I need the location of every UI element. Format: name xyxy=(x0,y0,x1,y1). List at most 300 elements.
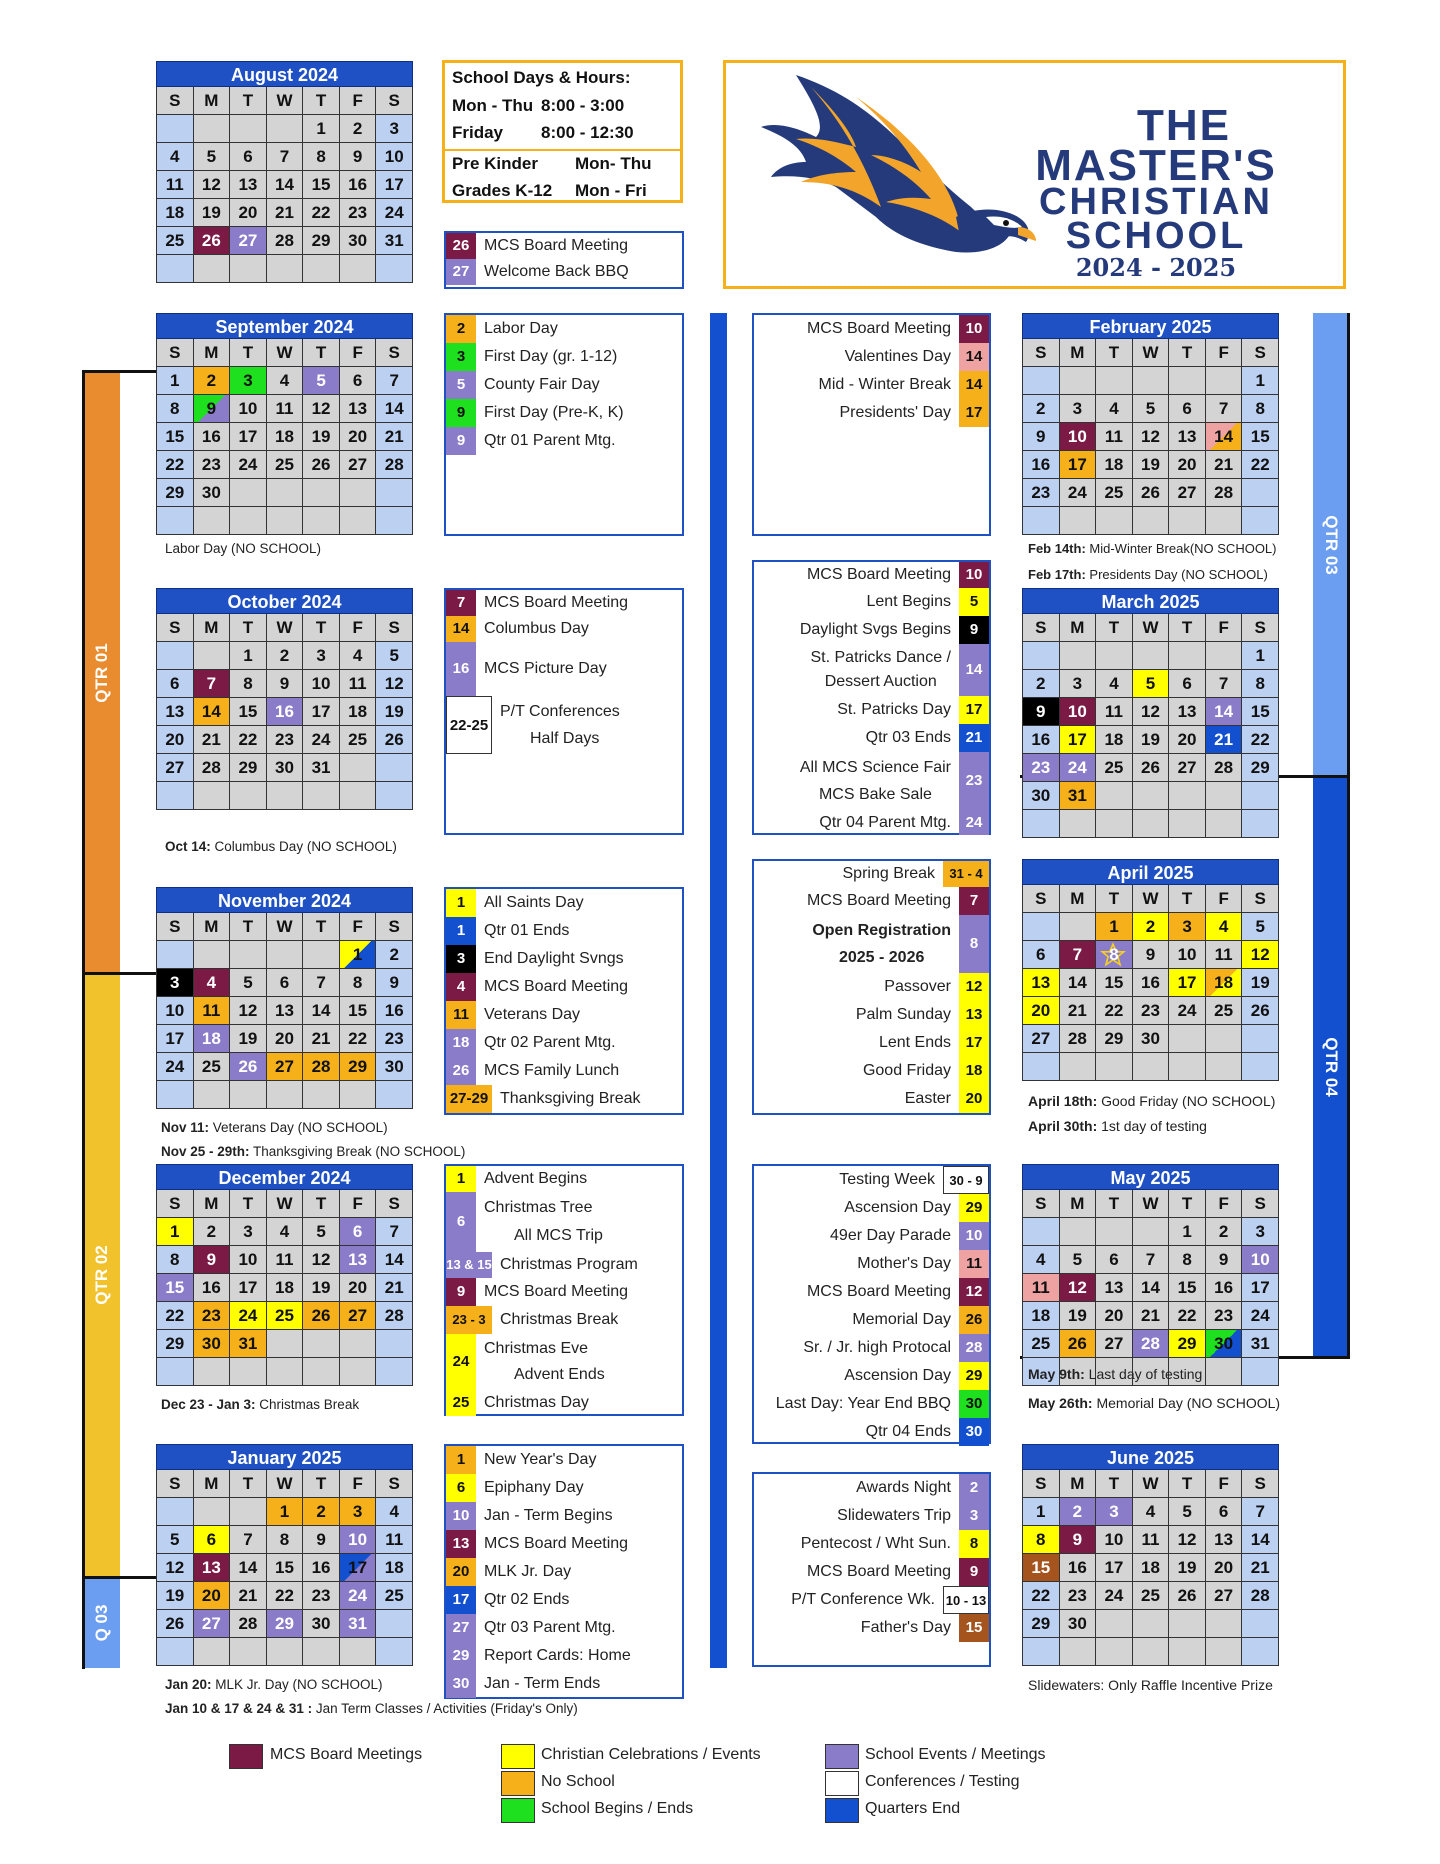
events-december xyxy=(444,1164,684,1416)
event-date-chip: 1 xyxy=(446,889,476,917)
day-header: S xyxy=(157,614,194,642)
day-header: F xyxy=(340,1190,377,1218)
calendar-empty-day xyxy=(1133,1610,1170,1638)
calendar-day: 12 xyxy=(303,395,340,423)
event-label: Qtr 04 Ends xyxy=(865,1423,951,1440)
calendar-day: 4 xyxy=(194,969,231,997)
event-label-line2: Advent Ends xyxy=(514,1366,605,1383)
calendar-day: 29 xyxy=(1169,1330,1206,1358)
day-header: F xyxy=(1206,885,1243,913)
calendar-empty-day xyxy=(267,941,304,969)
calendar-day: 31 xyxy=(1242,1330,1279,1358)
event-label: Qtr 03 Parent Mtg. xyxy=(484,1619,616,1636)
calendar-empty-day xyxy=(1242,1358,1279,1386)
day-header: W xyxy=(1133,614,1170,642)
prek-label: Pre Kinder xyxy=(452,154,538,173)
calendar-empty-day xyxy=(194,115,231,143)
note-april-1: April 18th: Good Friday (NO SCHOOL) xyxy=(1028,1093,1276,1109)
calendar-day: 9 xyxy=(1206,1246,1243,1274)
calendar-empty-day xyxy=(157,1081,194,1109)
calendar-day: 12 xyxy=(157,1554,194,1582)
calendar-empty-day xyxy=(1133,1053,1170,1081)
calendar-empty-day xyxy=(157,1498,194,1526)
calendar-title: December 2024 xyxy=(156,1164,413,1190)
calendar-day: 30 xyxy=(1133,1025,1170,1053)
calendar-day: 24 xyxy=(1242,1302,1279,1330)
calendar-day: 25 xyxy=(1023,1330,1060,1358)
calendar-day: 1 xyxy=(303,115,340,143)
calendar-day: 9 xyxy=(194,1246,231,1274)
day-header: M xyxy=(194,1470,231,1498)
event-label xyxy=(800,754,951,808)
calendar-day: 11 xyxy=(267,1246,304,1274)
legend-noschool: No School xyxy=(541,1773,615,1790)
calendar-day: 22 xyxy=(303,199,340,227)
quarter-label-02: QTR 02 xyxy=(92,1245,111,1305)
day-header: T xyxy=(1096,885,1133,913)
calendar-grid xyxy=(1022,614,1279,838)
event-label-line1: All MCS Science Fair xyxy=(799,759,951,776)
calendar-day: 11 xyxy=(340,670,377,698)
calendar-day: 15 xyxy=(1242,698,1279,726)
event-label-line2: Dessert Auction xyxy=(824,673,937,690)
calendar-day: 10 xyxy=(1242,1246,1279,1274)
calendar-empty-day xyxy=(194,1358,231,1386)
calendar-day: 24 xyxy=(1060,754,1097,782)
calendar-day: 18 xyxy=(376,1554,413,1582)
calendar-day: 21 xyxy=(1133,1302,1170,1330)
hours-mon-thu-label: Mon - Thu xyxy=(452,96,534,115)
day-header: M xyxy=(194,87,231,115)
day-header: W xyxy=(267,913,304,941)
day-header: T xyxy=(230,87,267,115)
calendar-title: February 2025 xyxy=(1022,313,1279,339)
calendar-day: 15 xyxy=(267,1554,304,1582)
calendar-day: 4 xyxy=(1206,913,1243,941)
calendar-empty-day xyxy=(267,255,304,283)
calendar-day: 5 xyxy=(1169,1498,1206,1526)
calendar-day: 8 xyxy=(1169,1246,1206,1274)
events-february xyxy=(752,313,991,536)
event-label: MLK Jr. Day xyxy=(484,1563,572,1580)
event-label: MCS Board Meeting xyxy=(484,978,629,995)
note-october: Oct 14: Columbus Day (NO SCHOOL) xyxy=(165,839,397,854)
day-header: W xyxy=(1133,885,1170,913)
day-header: S xyxy=(376,1190,413,1218)
event-label: All Saints Day xyxy=(484,894,584,911)
calendar-day: 21 xyxy=(376,1274,413,1302)
calendar-empty-day xyxy=(1023,1218,1060,1246)
event-label: Spring Break xyxy=(842,865,935,882)
event-date-chip: 10 xyxy=(446,1502,476,1530)
calendar-day: 14 xyxy=(230,1554,267,1582)
calendar-grid xyxy=(156,614,413,810)
legend-events: School Events / Meetings xyxy=(865,1746,1046,1763)
legend-board: MCS Board Meetings xyxy=(270,1746,423,1763)
legend-swatch-noschool xyxy=(501,1771,535,1796)
calendar-day: 18 xyxy=(1206,969,1243,997)
calendar-day: 14 xyxy=(267,171,304,199)
calendar-day: 7 xyxy=(230,1526,267,1554)
day-header: T xyxy=(1169,614,1206,642)
event-label: MCS Board Meeting xyxy=(484,237,629,254)
calendar-day: 13 xyxy=(194,1554,231,1582)
note-november-1: Nov 11: Veterans Day (NO SCHOOL) xyxy=(161,1120,388,1135)
calendar-day: 20 xyxy=(1023,997,1060,1025)
calendar-empty-day xyxy=(376,1610,413,1638)
event-label: Qtr 01 Parent Mtg. xyxy=(484,432,616,449)
calendar-empty-day xyxy=(1169,367,1206,395)
day-header: T xyxy=(1096,1470,1133,1498)
calendar-empty-day xyxy=(1206,1358,1243,1386)
calendar-title: April 2025 xyxy=(1022,859,1279,885)
event-label: MCS Board Meeting xyxy=(806,1563,951,1580)
event-label: Welcome Back BBQ xyxy=(484,263,629,280)
day-header: S xyxy=(376,614,413,642)
calendar-day: 27 xyxy=(1206,1582,1243,1610)
calendar-empty-day xyxy=(340,479,377,507)
day-header: S xyxy=(1242,339,1279,367)
event-label: MCS Board Meeting xyxy=(484,1283,629,1300)
calendar-day: 27 xyxy=(1169,479,1206,507)
calendar-day: 4 xyxy=(1023,1246,1060,1274)
calendar-march-2025 xyxy=(1022,588,1279,838)
calendar-day: 13 xyxy=(340,395,377,423)
calendar-day: 24 xyxy=(157,1053,194,1081)
event-label: Valentines Day xyxy=(844,348,951,365)
calendar-empty-day xyxy=(157,642,194,670)
event-date-chip: 16 xyxy=(446,642,476,696)
calendar-day: 15 xyxy=(303,171,340,199)
day-header: F xyxy=(1206,1190,1243,1218)
calendar-day: 17 xyxy=(157,1025,194,1053)
event-date-chip: 18 xyxy=(446,1029,476,1057)
calendar-title: September 2024 xyxy=(156,313,413,339)
calendar-empty-day xyxy=(230,115,267,143)
calendar-day: 15 xyxy=(157,1274,194,1302)
event-date-chip: 17 xyxy=(959,399,989,427)
calendar-day: 30 xyxy=(267,754,304,782)
calendar-day: 5 xyxy=(1060,1246,1097,1274)
calendar-day: 21 xyxy=(1242,1554,1279,1582)
event-date-chip: 29 xyxy=(446,1642,476,1670)
event-label: End Daylight Svngs xyxy=(484,950,624,967)
calendar-day: 4 xyxy=(157,143,194,171)
calendar-day: 1 xyxy=(340,941,377,969)
day-header: M xyxy=(1060,339,1097,367)
day-header: S xyxy=(1242,1190,1279,1218)
calendar-day: 13 xyxy=(1096,1274,1133,1302)
calendar-day: 17 xyxy=(1242,1274,1279,1302)
calendar-day: 7 xyxy=(1133,1246,1170,1274)
quarter-bar-04-right xyxy=(1313,776,1349,1357)
calendar-day: 22 xyxy=(230,726,267,754)
calendar-day: 30 xyxy=(340,227,377,255)
calendar-day: 10 xyxy=(1169,941,1206,969)
day-header: F xyxy=(340,614,377,642)
calendar-empty-day xyxy=(157,941,194,969)
event-date-chip: 17 xyxy=(959,1029,989,1057)
calendar-day: 6 xyxy=(1206,1498,1243,1526)
day-header: S xyxy=(376,87,413,115)
calendar-empty-day xyxy=(1133,367,1170,395)
calendar-day: 5 xyxy=(1133,670,1170,698)
calendar-day: 18 xyxy=(1133,1554,1170,1582)
calendar-day: 28 xyxy=(1242,1582,1279,1610)
event-label: MCS Board Meeting xyxy=(484,594,629,611)
day-header: S xyxy=(157,1190,194,1218)
calendar-day: 2 xyxy=(303,1498,340,1526)
calendar-day: 15 xyxy=(230,698,267,726)
school-hours-box xyxy=(442,60,683,203)
calendar-day: 23 xyxy=(303,1582,340,1610)
calendar-empty-day xyxy=(1060,507,1097,535)
calendar-empty-day xyxy=(230,255,267,283)
event-label xyxy=(484,1194,603,1250)
calendar-day: 9 xyxy=(1023,698,1060,726)
calendar-empty-day xyxy=(376,255,413,283)
calendar-empty-day xyxy=(1096,782,1133,810)
quarter-label-03-right: QTR 03 xyxy=(1322,514,1341,575)
calendar-day: 18 xyxy=(1096,451,1133,479)
calendar-day: 19 xyxy=(303,1274,340,1302)
calendar-day: 24 xyxy=(230,451,267,479)
calendar-day: 12 xyxy=(303,1246,340,1274)
calendar-september-2024 xyxy=(156,313,413,535)
calendar-day: 28 xyxy=(1206,479,1243,507)
calendar-day: 19 xyxy=(1060,1302,1097,1330)
event-label: 49er Day Parade xyxy=(830,1227,951,1244)
calendar-day: 20 xyxy=(230,199,267,227)
calendar-day: 28 xyxy=(267,227,304,255)
calendar-day: 21 xyxy=(267,199,304,227)
calendar-day: 5 xyxy=(194,143,231,171)
calendar-day: 24 xyxy=(303,726,340,754)
calendar-empty-day xyxy=(1096,642,1133,670)
calendar-day: 23 xyxy=(1133,997,1170,1025)
day-header: S xyxy=(1242,614,1279,642)
event-label: Qtr 03 Ends xyxy=(865,729,951,746)
calendar-empty-day xyxy=(1060,642,1097,670)
event-date-chip: 27 xyxy=(446,259,476,285)
calendar-empty-day xyxy=(267,479,304,507)
calendar-title: January 2025 xyxy=(156,1444,413,1470)
calendar-day: 8 xyxy=(1242,670,1279,698)
prek-value: Mon- Thu xyxy=(575,154,652,173)
hours-divider xyxy=(445,149,680,151)
calendar-day: 14 xyxy=(1242,1526,1279,1554)
calendar-empty-day xyxy=(1242,1638,1279,1666)
event-label xyxy=(484,1336,605,1388)
calendar-empty-day xyxy=(1133,507,1170,535)
event-date-chip: 9 xyxy=(959,1558,989,1586)
middle-quarter-bar xyxy=(710,313,727,1668)
calendar-day: 5 xyxy=(157,1526,194,1554)
day-header: S xyxy=(376,913,413,941)
calendar-empty-day xyxy=(376,1330,413,1358)
calendar-day: 28 xyxy=(376,1302,413,1330)
calendar-empty-day xyxy=(376,1081,413,1109)
calendar-day: 31 xyxy=(1060,782,1097,810)
calendar-day: 29 xyxy=(1242,754,1279,782)
day-header: T xyxy=(230,614,267,642)
event-label: First Day (Pre-K, K) xyxy=(484,404,624,421)
event-date-chip: 13 xyxy=(446,1530,476,1558)
calendar-title: June 2025 xyxy=(1022,1444,1279,1470)
note-january-2: Jan 10 & 17 & 24 & 31 : Jan Term Classes / Activities (Friday's Only) xyxy=(165,1701,578,1716)
calendar-empty-day xyxy=(340,1330,377,1358)
day-header: T xyxy=(230,1470,267,1498)
calendar-day: 30 xyxy=(303,1610,340,1638)
event-label: MCS Board Meeting xyxy=(484,1535,629,1552)
calendar-day: 26 xyxy=(1133,479,1170,507)
calendar-day: 6 xyxy=(1169,395,1206,423)
day-header: T xyxy=(1096,614,1133,642)
calendar-day: 23 xyxy=(1060,1582,1097,1610)
calendar-day: 24 xyxy=(1060,479,1097,507)
calendar-day: 1 xyxy=(1169,1218,1206,1246)
calendar-day: 20 xyxy=(1169,451,1206,479)
calendar-empty-day xyxy=(230,941,267,969)
calendar-empty-day xyxy=(267,1081,304,1109)
calendar-empty-day xyxy=(340,1358,377,1386)
calendar-day: 2 xyxy=(1206,1218,1243,1246)
calendar-day: 23 xyxy=(194,1302,231,1330)
day-header: S xyxy=(157,1470,194,1498)
event-label: Jan - Term Ends xyxy=(484,1675,601,1692)
school-hours-title: School Days & Hours: xyxy=(452,68,631,87)
calendar-day: 31 xyxy=(340,1610,377,1638)
event-label: First Day (gr. 1-12) xyxy=(484,348,618,365)
calendar-day: 17 xyxy=(1060,451,1097,479)
calendar-day: 10 xyxy=(1060,423,1097,451)
calendar-day: 24 xyxy=(1096,1582,1133,1610)
event-date-chip: 12 xyxy=(959,973,989,1001)
calendar-day: 9 xyxy=(194,395,231,423)
legend-begins: School Begins / Ends xyxy=(541,1800,694,1817)
calendar-grid xyxy=(156,1470,413,1666)
calendar-day: 2 xyxy=(1023,670,1060,698)
event-label: Mid - Winter Break xyxy=(818,376,951,393)
legend-celebration: Christian Celebrations / Events xyxy=(541,1746,761,1763)
calendar-day: 13 xyxy=(340,1246,377,1274)
calendar-day: 8 xyxy=(230,670,267,698)
day-header: F xyxy=(1206,614,1243,642)
event-date-chip: 24 xyxy=(446,1334,476,1390)
quarter-bar-03-left xyxy=(84,1577,120,1668)
calendar-day: 12 xyxy=(1133,698,1170,726)
day-header: W xyxy=(1133,339,1170,367)
day-header: M xyxy=(194,1190,231,1218)
calendar-empty-day xyxy=(1169,1053,1206,1081)
calendar-day: 29 xyxy=(1023,1610,1060,1638)
calendar-day: 16 xyxy=(1060,1554,1097,1582)
day-header: F xyxy=(340,339,377,367)
calendar-day: 30 xyxy=(1023,782,1060,810)
calendar-day: 3 xyxy=(1242,1218,1279,1246)
calendar-day: 18 xyxy=(267,1274,304,1302)
calendar-empty-day xyxy=(267,1330,304,1358)
event-label: Jan - Term Begins xyxy=(484,1507,613,1524)
calendar-day: 17 xyxy=(1169,969,1206,997)
day-header: F xyxy=(1206,339,1243,367)
calendar-december-2024 xyxy=(156,1164,413,1386)
calendar-day: 16 xyxy=(194,1274,231,1302)
legend-swatch-qend xyxy=(825,1798,859,1823)
calendar-day: 13 xyxy=(157,698,194,726)
calendar-day: 10 xyxy=(230,1246,267,1274)
calendar-day: 9 xyxy=(267,670,304,698)
events-april xyxy=(752,859,991,1115)
calendar-day: 22 xyxy=(1096,997,1133,1025)
calendar-day: 20 xyxy=(1206,1554,1243,1582)
event-date-chip: 10 xyxy=(959,315,989,343)
event-date-chip: 17 xyxy=(446,1586,476,1614)
day-header: T xyxy=(303,614,340,642)
calendar-day: 29 xyxy=(1096,1025,1133,1053)
calendar-day: 1 xyxy=(230,642,267,670)
calendar-empty-day xyxy=(340,1638,377,1666)
quarter-bar-03-right xyxy=(1313,313,1349,776)
event-label: Memorial Day xyxy=(852,1311,951,1328)
hours-friday-label: Friday xyxy=(452,123,504,142)
calendar-day: 3 xyxy=(230,1218,267,1246)
calendar-day: 18 xyxy=(157,199,194,227)
calendar-empty-day xyxy=(1096,1053,1133,1081)
event-label: Mother's Day xyxy=(857,1255,951,1272)
calendar-day: 19 xyxy=(376,698,413,726)
event-date-chip: 30 xyxy=(959,1418,989,1446)
calendar-day: 21 xyxy=(1206,726,1243,754)
calendar-day: 21 xyxy=(194,726,231,754)
event-label: Lent Ends xyxy=(878,1034,951,1051)
calendar-day: 12 xyxy=(194,171,231,199)
calendar-day: 8 xyxy=(157,395,194,423)
calendar-day: 19 xyxy=(194,199,231,227)
calendar-day: 2 xyxy=(194,367,231,395)
calendar-empty-day xyxy=(1169,507,1206,535)
calendar-empty-day xyxy=(157,1358,194,1386)
event-date-chip: 11 xyxy=(446,1001,476,1029)
note-february-1: Feb 14th: Mid-Winter Break(NO SCHOOL) xyxy=(1028,541,1277,556)
calendar-november-2024 xyxy=(156,887,413,1109)
calendar-june-2025 xyxy=(1022,1444,1279,1666)
event-date-chip: 31 - 4 xyxy=(943,861,989,887)
calendar-empty-day xyxy=(376,1358,413,1386)
calendar-empty-day xyxy=(1206,810,1243,838)
calendar-day: 25 xyxy=(340,726,377,754)
calendar-january-2025 xyxy=(156,1444,413,1666)
calendar-day: 7 xyxy=(267,143,304,171)
event-label: Awards Night xyxy=(856,1479,951,1496)
event-label: Report Cards: Home xyxy=(484,1647,631,1664)
calendar-day: 18 xyxy=(194,1025,231,1053)
event-label: Veterans Day xyxy=(484,1006,581,1023)
calendar-day: 14 xyxy=(1206,423,1243,451)
calendar-day: 10 xyxy=(1096,1526,1133,1554)
event-date-chip: 26 xyxy=(959,1306,989,1334)
calendar-day: 30 xyxy=(376,1053,413,1081)
day-header: S xyxy=(157,87,194,115)
calendar-empty-day xyxy=(1096,810,1133,838)
calendar-day: 11 xyxy=(376,1526,413,1554)
calendar-empty-day xyxy=(230,1081,267,1109)
event-date-chip: 13 & 15 xyxy=(446,1252,492,1278)
event-date-chip: 7 xyxy=(959,887,989,915)
calendar-day: 25 xyxy=(1096,479,1133,507)
calendar-empty-day xyxy=(1169,1638,1206,1666)
calendar-october-2024 xyxy=(156,588,413,810)
